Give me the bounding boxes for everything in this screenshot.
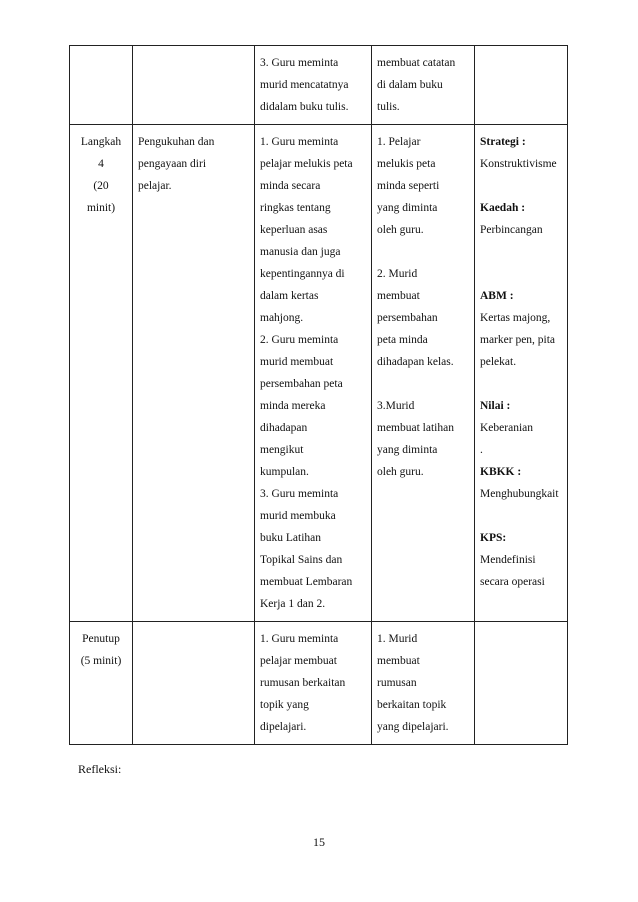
cell-stage: [70, 46, 133, 125]
cell-content: Pengukuhan dan pengayaan diri pelajar.: [133, 125, 255, 622]
method-value: Perbincangan: [480, 224, 543, 236]
table-row-langkah-4: [70, 125, 568, 622]
cell-content: [133, 622, 255, 745]
cell-notes: [475, 46, 568, 125]
cell-stage: Langkah 4 (20 minit): [70, 125, 133, 622]
spacer: [480, 373, 562, 395]
spacer: [377, 373, 469, 395]
table-row-penutup: [70, 622, 568, 745]
cell-content: [133, 46, 255, 125]
page-number: 15: [313, 835, 325, 849]
method-label: Kaedah :: [480, 202, 526, 214]
cell-notes: Strategi : Konstruktivisme Kaedah : Perbincangan ABM : Kertas majong, marker pen, pita pelekat. Nilai : Keberanian . KBKK : Menghubungkait KPS: Mendefinisi secara operasi: [475, 125, 568, 622]
spacer: [377, 241, 469, 263]
table-row-continuation: [70, 46, 568, 125]
lesson-plan-table: [69, 45, 568, 745]
spacer: [480, 263, 562, 285]
cell-teacher-activity: 1. Guru meminta pelajar melukis peta minda secara ringkas tentang keperluan asas manusia dan juga kepentingannya di dalam kertas mahjong. 2. Guru meminta murid membuat persembahan peta minda mereka dihadapan mengikut kumpulan. 3. Guru meminta murid membuka buku Latihan Topikal Sains dan membuat Lembaran Kerja 1 dan 2.: [255, 125, 372, 622]
cell-student-activity: 1. Murid membuat rumusan berkaitan topik yang dipelajari.: [372, 622, 475, 745]
spacer: [480, 175, 562, 197]
cell-teacher-activity: 3. Guru meminta murid mencatatnya didalam buku tulis.: [255, 46, 372, 125]
cell-student-activity: 1. Pelajar melukis peta minda seperti yang diminta oleh guru. 2. Murid membuat persembahan peta minda dihadapan kelas. 3.Murid membuat latihan yang diminta oleh guru.: [372, 125, 475, 622]
spacer: [480, 241, 562, 263]
values-label: Nilai :: [480, 400, 511, 412]
cell-stage: Penutup (5 minit): [70, 622, 133, 745]
cell-notes: [475, 622, 568, 745]
strategy-value: Konstruktivisme: [480, 158, 557, 170]
cell-teacher-activity: 1. Guru meminta pelajar membuat rumusan berkaitan topik yang dipelajari.: [255, 622, 372, 745]
kbkk-label: KBKK :: [480, 466, 522, 478]
kps-label: KPS:: [480, 532, 507, 544]
abm-label: ABM :: [480, 290, 514, 302]
cell-student-activity: membuat catatan di dalam buku tulis.: [372, 46, 475, 125]
reflection-label: Refleksi:: [78, 762, 122, 776]
spacer: [480, 505, 562, 527]
strategy-label: Strategi :: [480, 136, 526, 148]
kbkk-value: Menghubungkait: [480, 488, 559, 500]
